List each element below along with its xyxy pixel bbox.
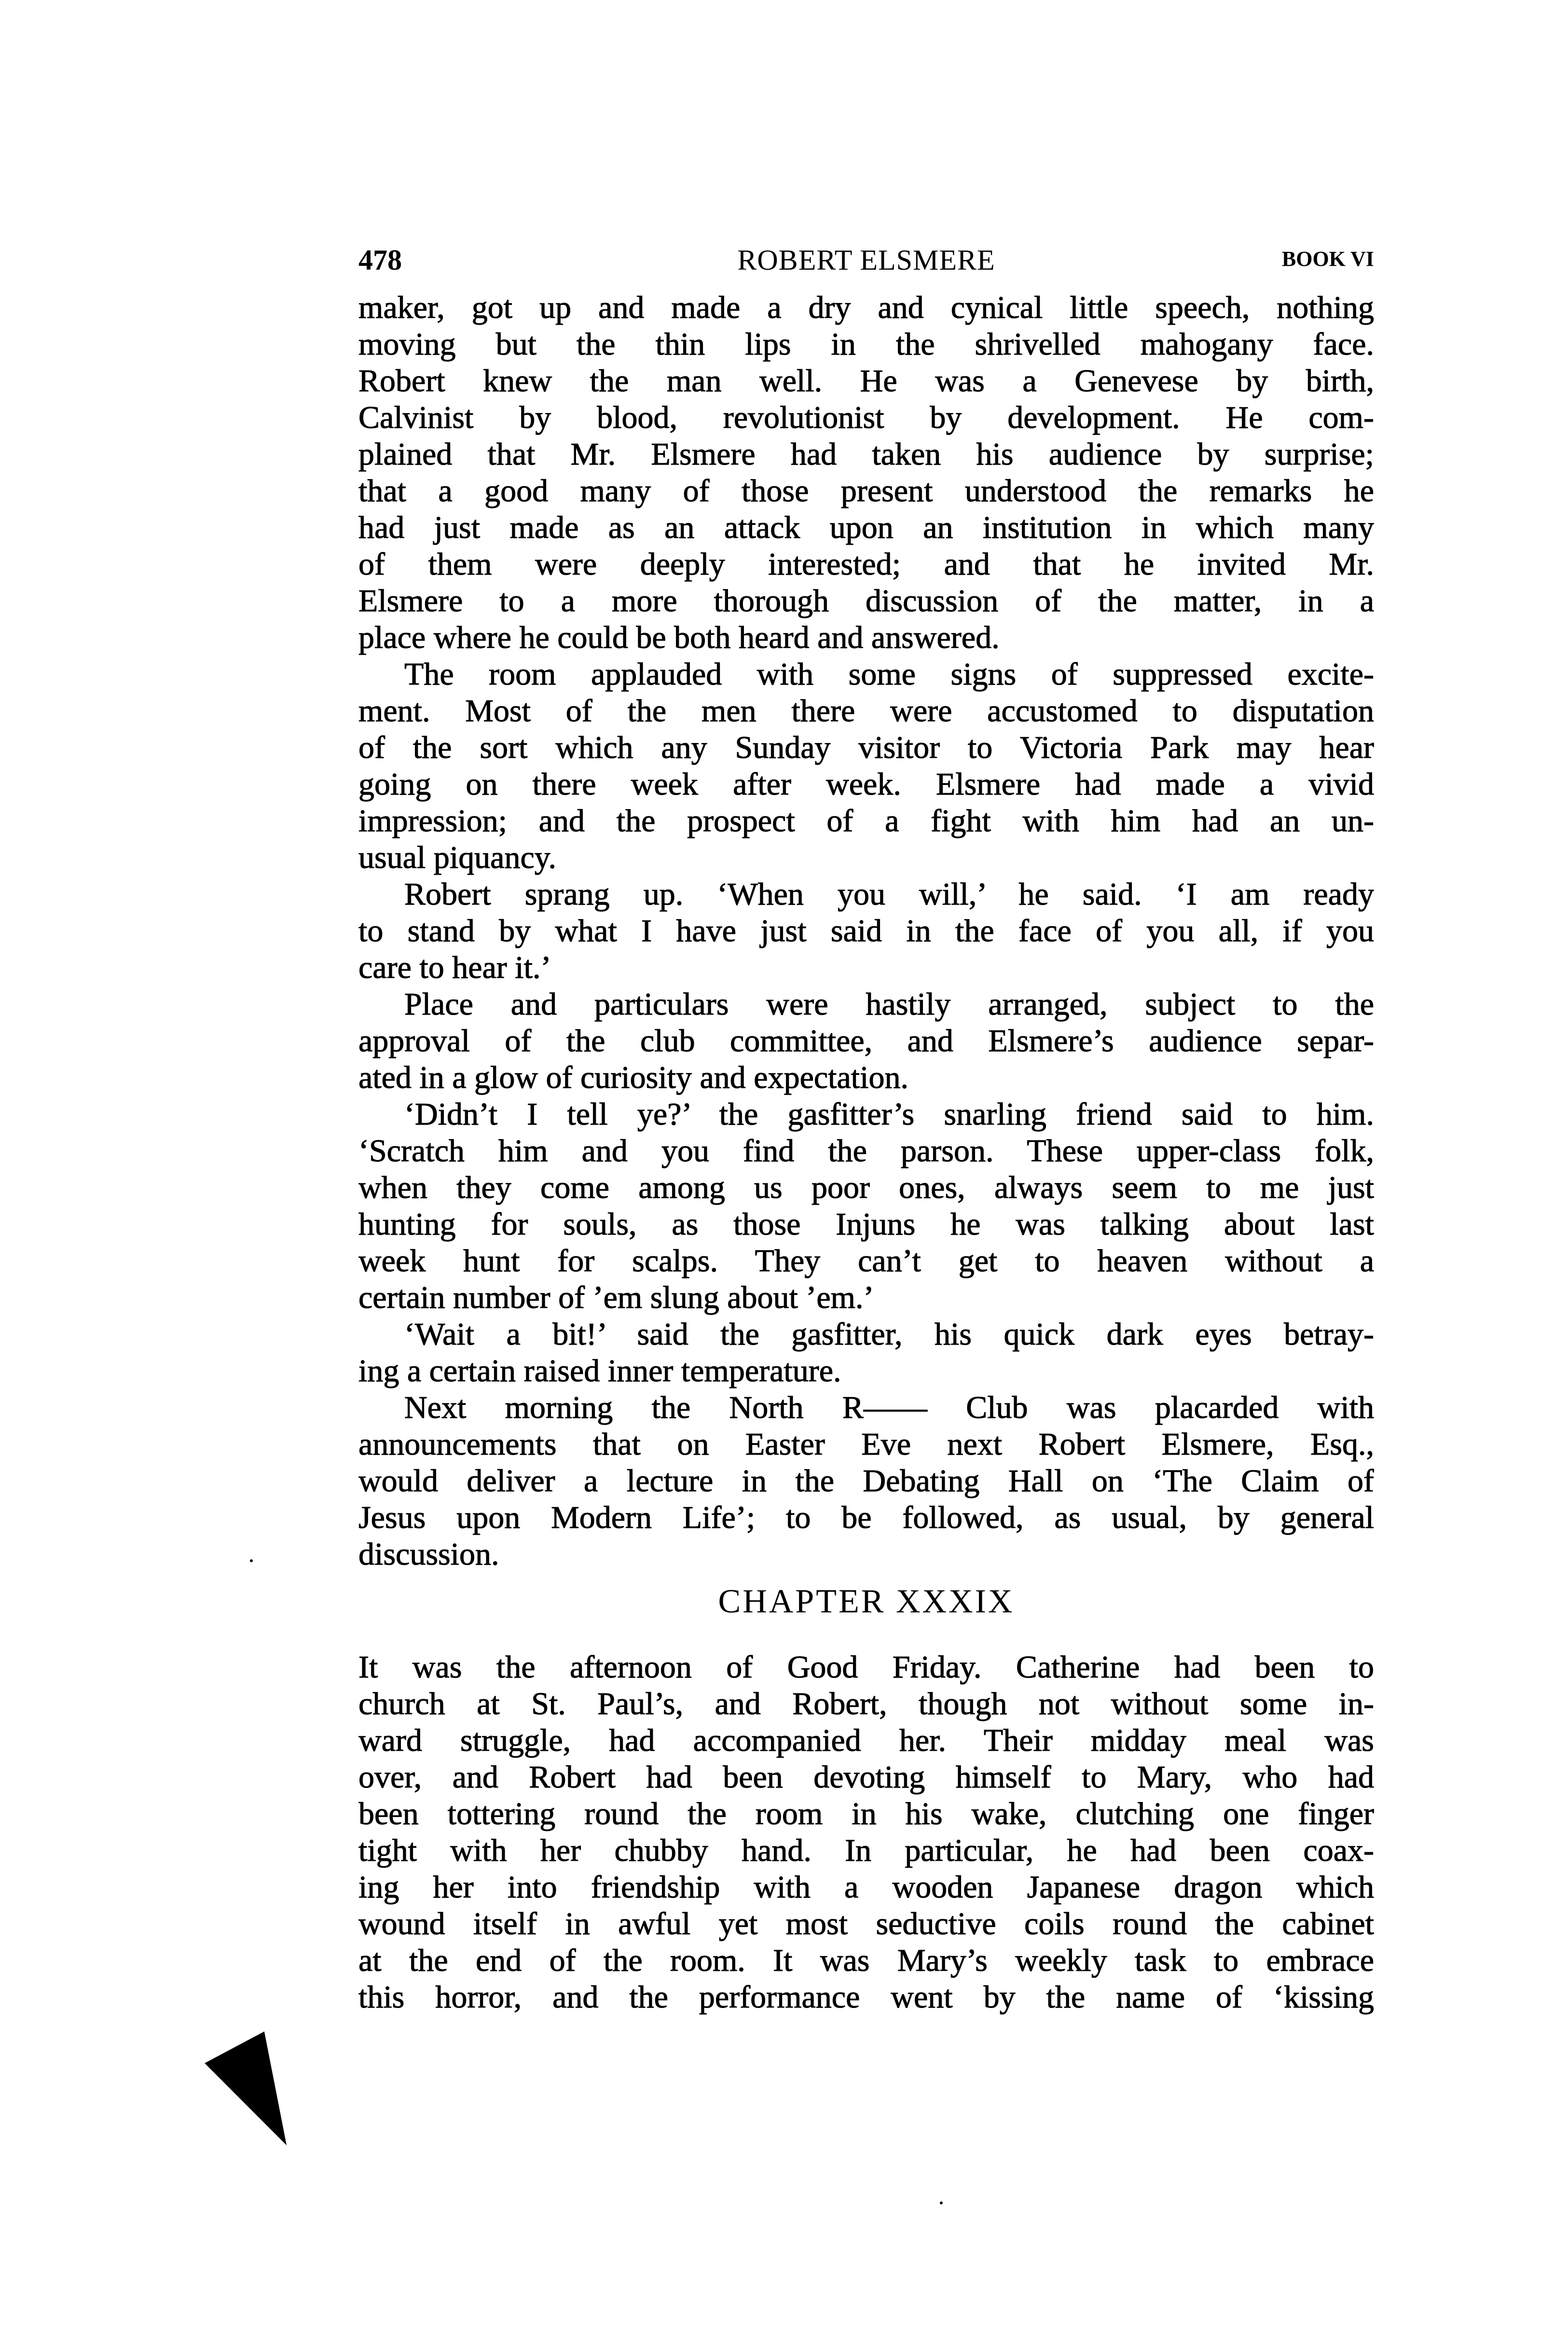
text-line: care to hear it.’ <box>358 950 551 985</box>
text-line: Calvinist by blood, revolutionist by development. He com- <box>358 400 1374 435</box>
page-number: 478 <box>358 244 402 276</box>
scan-speck <box>940 2201 943 2204</box>
text-line: going on there week after week. Elsmere had made a vivid <box>358 767 1374 802</box>
body-text-section-1 <box>358 289 1374 1573</box>
text-line: ated in a glow of curiosity and expectation. <box>358 1060 908 1095</box>
text-line: at the end of the room. It was Mary’s weekly task to embrace <box>358 1943 1374 1978</box>
text-line: Robert sprang up. ‘When you will,’ he said. ‘I am ready <box>404 877 1374 912</box>
text-line: ing a certain raised inner temperature. <box>358 1353 841 1389</box>
text-line: been tottering round the room in his wake, clutching one finger <box>358 1796 1374 1831</box>
book-label: BOOK VI <box>1281 247 1374 271</box>
text-line: impression; and the prospect of a fight with him had an un- <box>358 803 1374 839</box>
text-line: hunting for souls, as those Injuns he was talking about last <box>358 1207 1374 1242</box>
text-line: certain number of ’em slung about ’em.’ <box>358 1280 874 1315</box>
text-line: to stand by what I have just said in the face of you all, if you <box>358 913 1374 949</box>
text-line: ‘Wait a bit!’ said the gasfitter, his quick dark eyes betray- <box>404 1317 1374 1352</box>
text-line: Robert knew the man well. He was a Genevese by birth, <box>358 363 1374 399</box>
text-line: ment. Most of the men there were accustomed to disputation <box>358 693 1374 729</box>
text-line: approval of the club committee, and Elsmere’s audience separ- <box>358 1023 1374 1059</box>
text-line: that a good many of those present understood the remarks he <box>358 473 1374 509</box>
text-line: It was the afternoon of Good Friday. Catherine had been to <box>358 1650 1374 1685</box>
text-line: ing her into friendship with a wooden Japanese dragon which <box>358 1870 1374 1905</box>
text-line: discussion. <box>358 1537 499 1572</box>
text-line: when they come among us poor ones, always seem to me just <box>358 1170 1374 1205</box>
scan-speck <box>250 1559 253 1562</box>
running-title: ROBERT ELSMERE <box>737 244 995 276</box>
text-line: ward struggle, had accompanied her. Their midday meal was <box>358 1723 1374 1758</box>
text-line: wound itself in awful yet most seductive coils round the cabinet <box>358 1906 1374 1941</box>
text-line: this horror, and the performance went by the name of ‘kissing <box>358 1980 1374 2015</box>
text-line: place where he could be both heard and answered. <box>358 620 1000 655</box>
text-line: The room applauded with some signs of suppressed excite- <box>404 657 1374 692</box>
text-line: Jesus upon Modern Life’; to be followed, as usual, by general <box>358 1500 1374 1535</box>
text-line: Elsmere to a more thorough discussion of the matter, in a <box>358 583 1374 619</box>
text-line: announcements that on Easter Eve next Robert Elsmere, Esq., <box>358 1427 1374 1462</box>
scan-artifact-blot <box>205 2032 316 2161</box>
chapter-heading: CHAPTER XXXIX <box>718 1583 1015 1620</box>
running-header <box>358 244 1374 282</box>
text-line: Next morning the North R—— Club was placarded with <box>404 1390 1374 1425</box>
text-line: week hunt for scalps. They can’t get to heaven without a <box>358 1243 1374 1279</box>
text-line: tight with her chubby hand. In particular, he had been coax- <box>358 1833 1374 1868</box>
text-line: of the sort which any Sunday visitor to Victoria Park may hear <box>358 730 1374 765</box>
text-line: usual piquancy. <box>358 840 556 875</box>
text-line: church at St. Paul’s, and Robert, though not without some in- <box>358 1686 1374 1721</box>
text-line: had just made as an attack upon an institution in which many <box>358 510 1374 545</box>
text-line: plained that Mr. Elsmere had taken his audience by surprise; <box>358 437 1374 472</box>
text-line: of them were deeply interested; and that he invited Mr. <box>358 547 1374 582</box>
text-line: moving but the thin lips in the shrivelled mahogany face. <box>358 327 1374 362</box>
text-line: would deliver a lecture in the Debating Hall on ‘The Claim of <box>358 1463 1374 1499</box>
text-line: maker, got up and made a dry and cynical little speech, nothing <box>358 290 1374 325</box>
text-line: ‘Didn’t I tell ye?’ the gasfitter’s snarling friend said to him. <box>404 1097 1374 1132</box>
text-line: ‘Scratch him and you find the parson. These upper-class folk, <box>358 1133 1374 1169</box>
text-line: over, and Robert had been devoting himself to Mary, who had <box>358 1760 1374 1795</box>
body-text-section-2 <box>358 1649 1374 2016</box>
text-line: Place and particulars were hastily arranged, subject to the <box>404 987 1374 1022</box>
